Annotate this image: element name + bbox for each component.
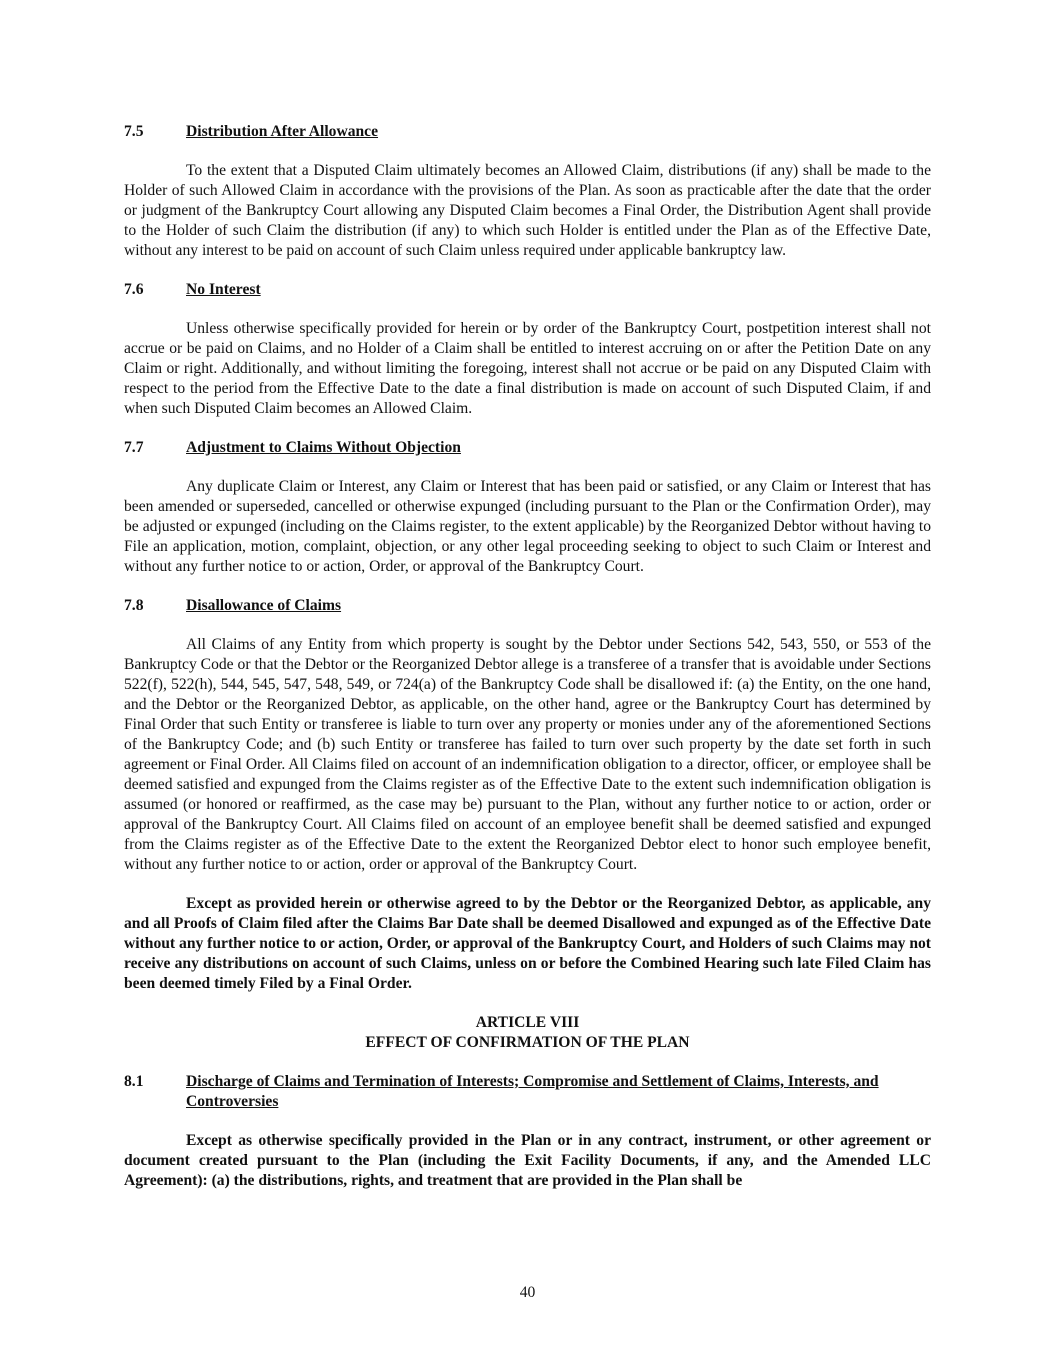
section-paragraph: All Claims of any Entity from which property is sought by the Debtor under Sections 542, 543, 550, or 553 of the Bankruptcy Code or that the Debtor or the Reorganized Debtor allege is a transferee of a transfer that is avoidable under Sections 522(f), 522(h), 544, 545, 547, 548, 549, or 724(a) of the Bankruptcy Code shall be disallowed if: (a) the Entity, on the one hand, and the Debtor or the Reorganized Debtor, as applicable, on the other hand, agree or the Bankruptcy Court has determined by Final Order that such Entity or transferee is liable to turn over any property or monies under any of the aforementioned Sections of the Bankruptcy Code; and (b) such Entity or transferee has failed to turn over such property by the date set forth in such agreement or Final Order. All Claims filed on account of an indemnification obligation to a director, officer, or employee shall be deemed satisfied and expunged from the Claims register as of the Effective Date to the extent such indemnification obligation is assumed (or honored or reaffirmed, as the case may be) pursuant to the Plan, without any further notice to or action, order or approval of the Bankruptcy Court. All Claims filed on account of an employee benefit shall be deemed satisfied and expunged from the Claims register as of the Effective Date to the extent the Reorganized Debtor elect to honor such employee benefit, without any further notice to or action, order or approval of the Bankruptcy Court. <box>124 636 931 873</box>
section-title: Adjustment to Claims Without Objection <box>186 439 461 456</box>
article-title: EFFECT OF CONFIRMATION OF THE PLAN <box>365 1034 690 1051</box>
section-title: Disallowance of Claims <box>186 597 342 614</box>
section-heading-7-8 <box>124 596 931 616</box>
section-paragraph: Any duplicate Claim or Interest, any Claim or Interest that has been paid or satisfied, or any Claim or Interest that has been amended or superseded, cancelled or otherwise expunged (including pursuant to the Plan or the Confirmation Order), may be adjusted or expunged (including on the Claims register, to the extent applicable) by the Reorganized Debtor without having to File an application, motion, complaint, objection, or any other legal proceeding seeking to object to such Claim or Interest and without any further notice to or action, Order, or approval of the Bankruptcy Court. <box>124 478 931 575</box>
section-number: 7.8 <box>124 597 144 614</box>
document-page <box>124 122 931 1210</box>
bold-paragraph: Except as provided herein or otherwise agreed to by the Debtor or the Reorganized Debtor, as applicable, any and all Proofs of Claim filed after the Claims Bar Date shall be deemed Disallowed and expunged as of the Effective Date without any further notice to or action, Order, or approval of the Bankruptcy Court, and Holders of such Claims may not receive any distributions on account of such Claims, unless on or before the Combined Hearing such late Filed Claim has been deemed timely Filed by a Final Order. <box>124 895 931 992</box>
section-title: No Interest <box>186 281 261 298</box>
section-title: Discharge of Claims and Termination of Interests; Compromise and Settlement of Claims, Interests, and Controversies <box>186 1073 879 1110</box>
article-label: ARTICLE VIII <box>475 1014 580 1031</box>
section-number: 8.1 <box>124 1073 144 1090</box>
section-number: 7.7 <box>124 439 144 456</box>
section-heading-7-7 <box>124 438 931 458</box>
page-number: 40 <box>519 1284 536 1301</box>
section-title: Distribution After Allowance <box>186 123 379 140</box>
section-heading-8-1 <box>124 1072 931 1112</box>
article-heading <box>124 1013 931 1053</box>
section-paragraph: To the extent that a Disputed Claim ultimately becomes an Allowed Claim, distributions (if any) shall be made to the Holder of such Allowed Claim in accordance with the provisions of the Plan. As soon as practicable after the date that the order or judgment of the Bankruptcy Court allowing any Disputed Claim becomes a Final Order, the Distribution Agent shall provide to the Holder of such Claim the distribution (if any) to which such Holder is entitled under the Plan as of the Effective Date, without any interest to be paid on account of such Claim unless required under applicable bankruptcy law. <box>124 162 931 259</box>
section-number: 7.5 <box>124 123 144 140</box>
section-heading-7-5 <box>124 122 931 142</box>
section-heading-7-6 <box>124 280 931 300</box>
bold-paragraph: Except as otherwise specifically provided in the Plan or in any contract, instrument, or other agreement or document created pursuant to the Plan (including the Exit Facility Documents, if any, and the Amended LLC Agreement): (a) the distributions, rights, and treatment that are provided in the Plan shall be <box>124 1132 931 1189</box>
section-paragraph: Unless otherwise specifically provided for herein or by order of the Bankruptcy Court, postpetition interest shall not accrue or be paid on Claims, and no Holder of a Claim shall be entitled to interest accruing on or after the Petition Date on any Claim or right. Additionally, and without limiting the foregoing, interest shall not accrue or be paid on any Disputed Claim with respect to the period from the Effective Date to the date a final distribution is made on account of such Disputed Claim, if and when such Disputed Claim becomes an Allowed Claim. <box>124 320 931 417</box>
section-number: 7.6 <box>124 281 144 298</box>
